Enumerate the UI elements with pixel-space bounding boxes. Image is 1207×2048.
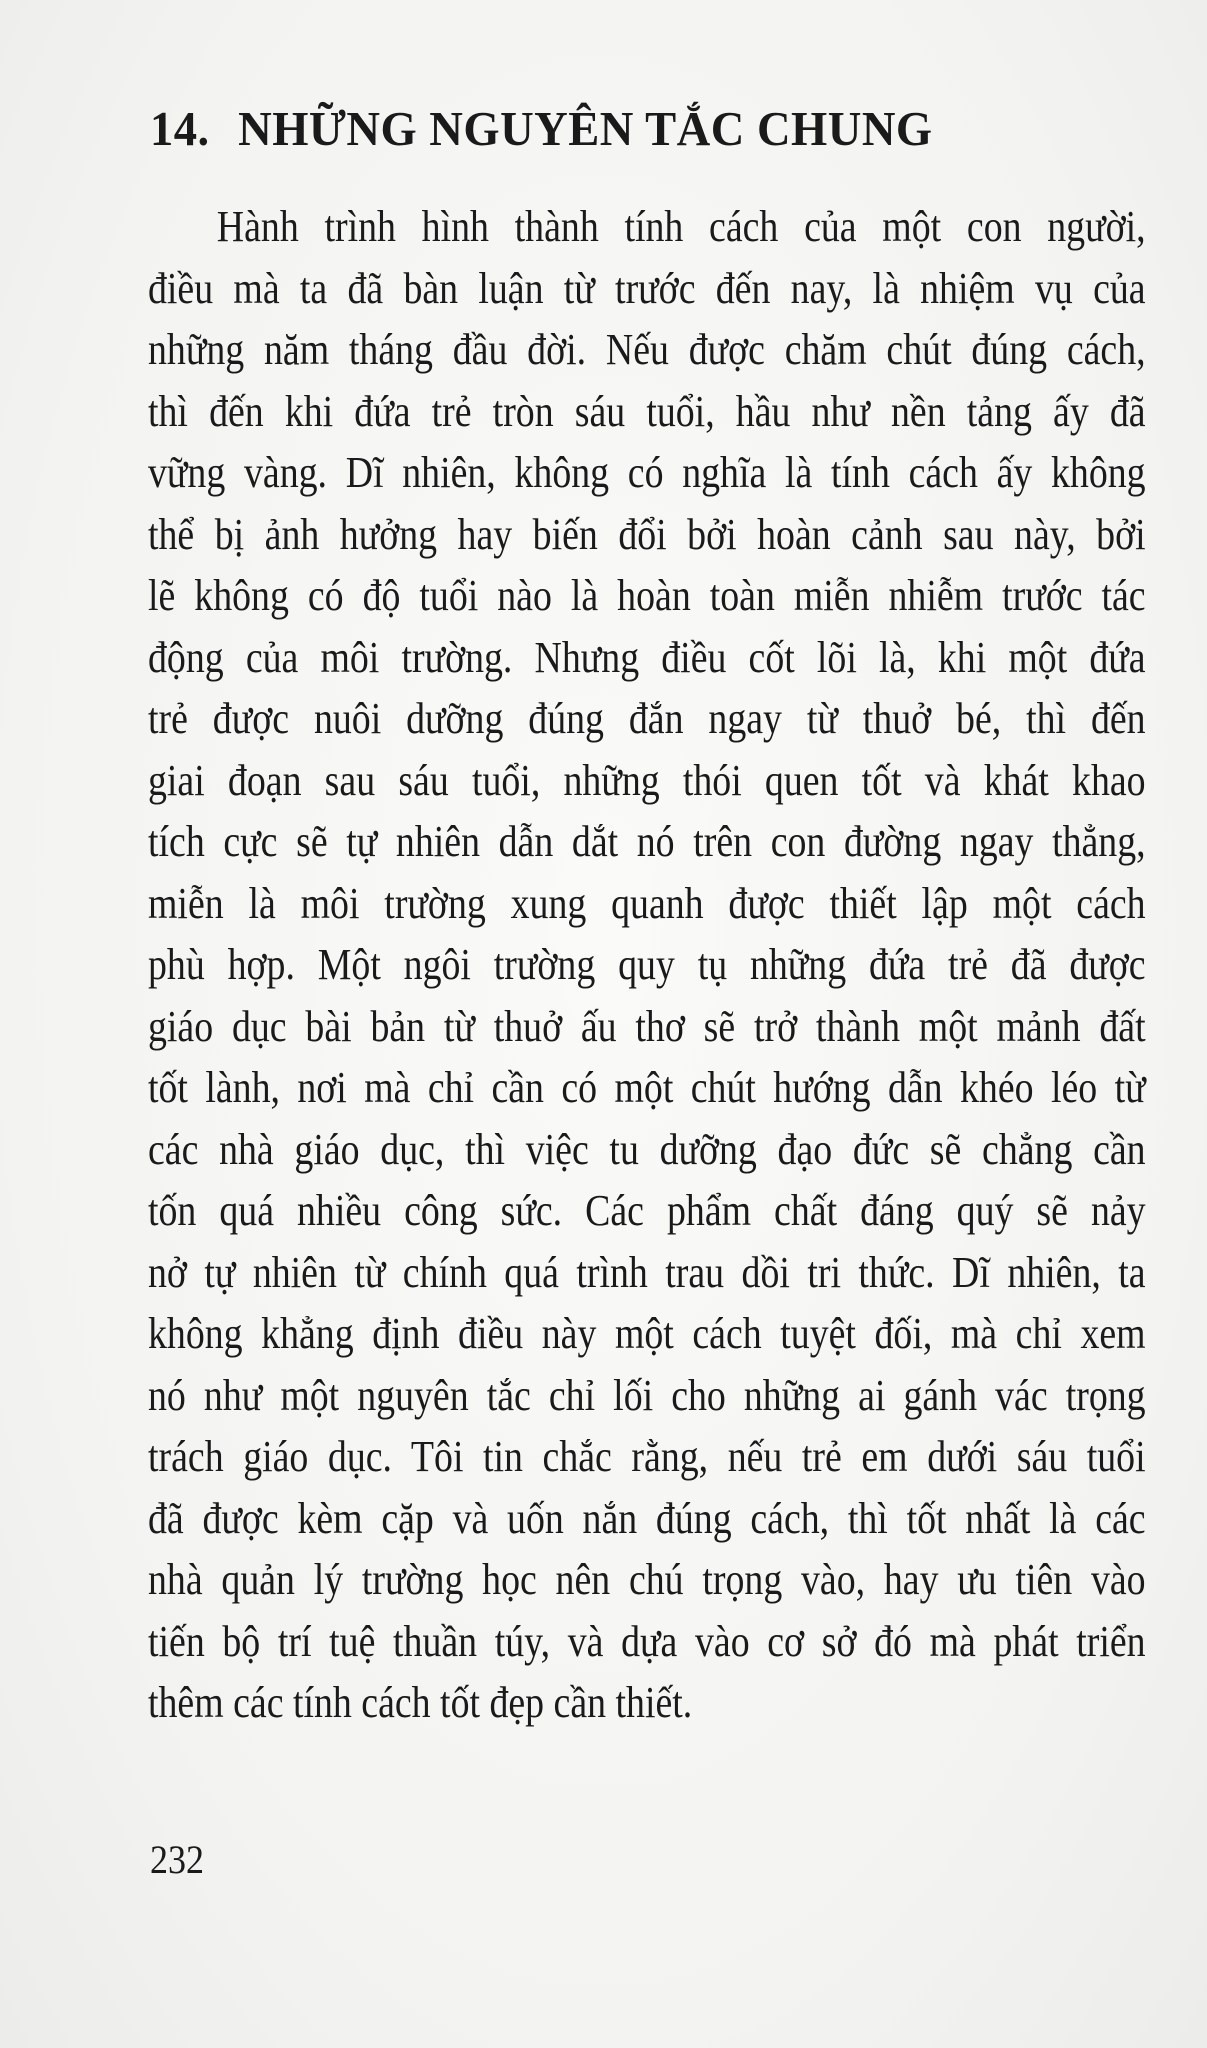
text-line: những năm tháng đầu đời. Nếu được chăm chút đúng cách, [148, 325, 1146, 374]
text-line: thêm các tính cách tốt đẹp cần thiết. [148, 1678, 693, 1727]
text-line: Hành trình hình thành tính cách của một con người, [216, 202, 1146, 251]
text-line: tích cực sẽ tự nhiên dẫn dắt nó trên con đường ngay thẳng, [148, 817, 1146, 866]
text-line: giáo dục bài bản từ thuở ấu thơ sẽ trở thành một mảnh đất [148, 1001, 1146, 1051]
text-line: phù hợp. Một ngôi trường quy tụ những đứa trẻ đã được [148, 940, 1146, 989]
text-line: đã được kèm cặp và uốn nắn đúng cách, thì tốt nhất là các [148, 1493, 1146, 1543]
text-line: không khẳng định điều này một cách tuyệt đối, mà chỉ xem [148, 1309, 1146, 1358]
text-line: trách giáo dục. Tôi tin chắc rằng, nếu trẻ em dưới sáu tuổi [148, 1432, 1146, 1481]
text-line: điều mà ta đã bàn luận từ trước đến nay, là nhiệm vụ của [148, 263, 1146, 313]
body-paragraph [148, 196, 1168, 1734]
text-line: nở tự nhiên từ chính quá trình trau dồi tri thức. Dĩ nhiên, ta [148, 1247, 1146, 1297]
section-number: 14. [150, 101, 210, 156]
text-line: thể bị ảnh hưởng hay biến đổi bởi hoàn cảnh sau này, bởi [148, 509, 1146, 559]
text-line: vững vàng. Dĩ nhiên, không có nghĩa là tính cách ấy không [148, 448, 1146, 497]
text-line: tốn quá nhiều công sức. Các phẩm chất đáng quý sẽ nảy [148, 1186, 1146, 1235]
page-number: 232 [150, 1837, 204, 1882]
text-line: nó như một nguyên tắc chỉ lối cho những ai gánh vác trọng [148, 1370, 1146, 1420]
text-line: thì đến khi đứa trẻ tròn sáu tuổi, hầu như nền tảng ấy đã [148, 386, 1146, 436]
section-title: NHỮNG NGUYÊN TẮC CHUNG [238, 101, 933, 156]
section-heading [150, 100, 933, 157]
text-line: lẽ không có độ tuổi nào là hoàn toàn miễn nhiễm trước tác [148, 571, 1146, 620]
text-line: tốt lành, nơi mà chỉ cần có một chút hướng dẫn khéo léo từ [148, 1063, 1146, 1112]
text-line: giai đoạn sau sáu tuổi, những thói quen tốt và khát khao [148, 755, 1146, 805]
text-line: trẻ được nuôi dưỡng đúng đắn ngay từ thuở bé, thì đến [148, 694, 1146, 743]
text-line: tiến bộ trí tuệ thuần túy, và dựa vào cơ sở đó mà phát triển [148, 1616, 1146, 1666]
text-line: miễn là môi trường xung quanh được thiết lập một cách [148, 878, 1146, 928]
text-line: các nhà giáo dục, thì việc tu dưỡng đạo đức sẽ chẳng cần [148, 1124, 1146, 1174]
text-line: động của môi trường. Nhưng điều cốt lõi là, khi một đứa [148, 632, 1146, 682]
text-line: nhà quản lý trường học nên chú trọng vào, hay ưu tiên vào [148, 1555, 1146, 1604]
